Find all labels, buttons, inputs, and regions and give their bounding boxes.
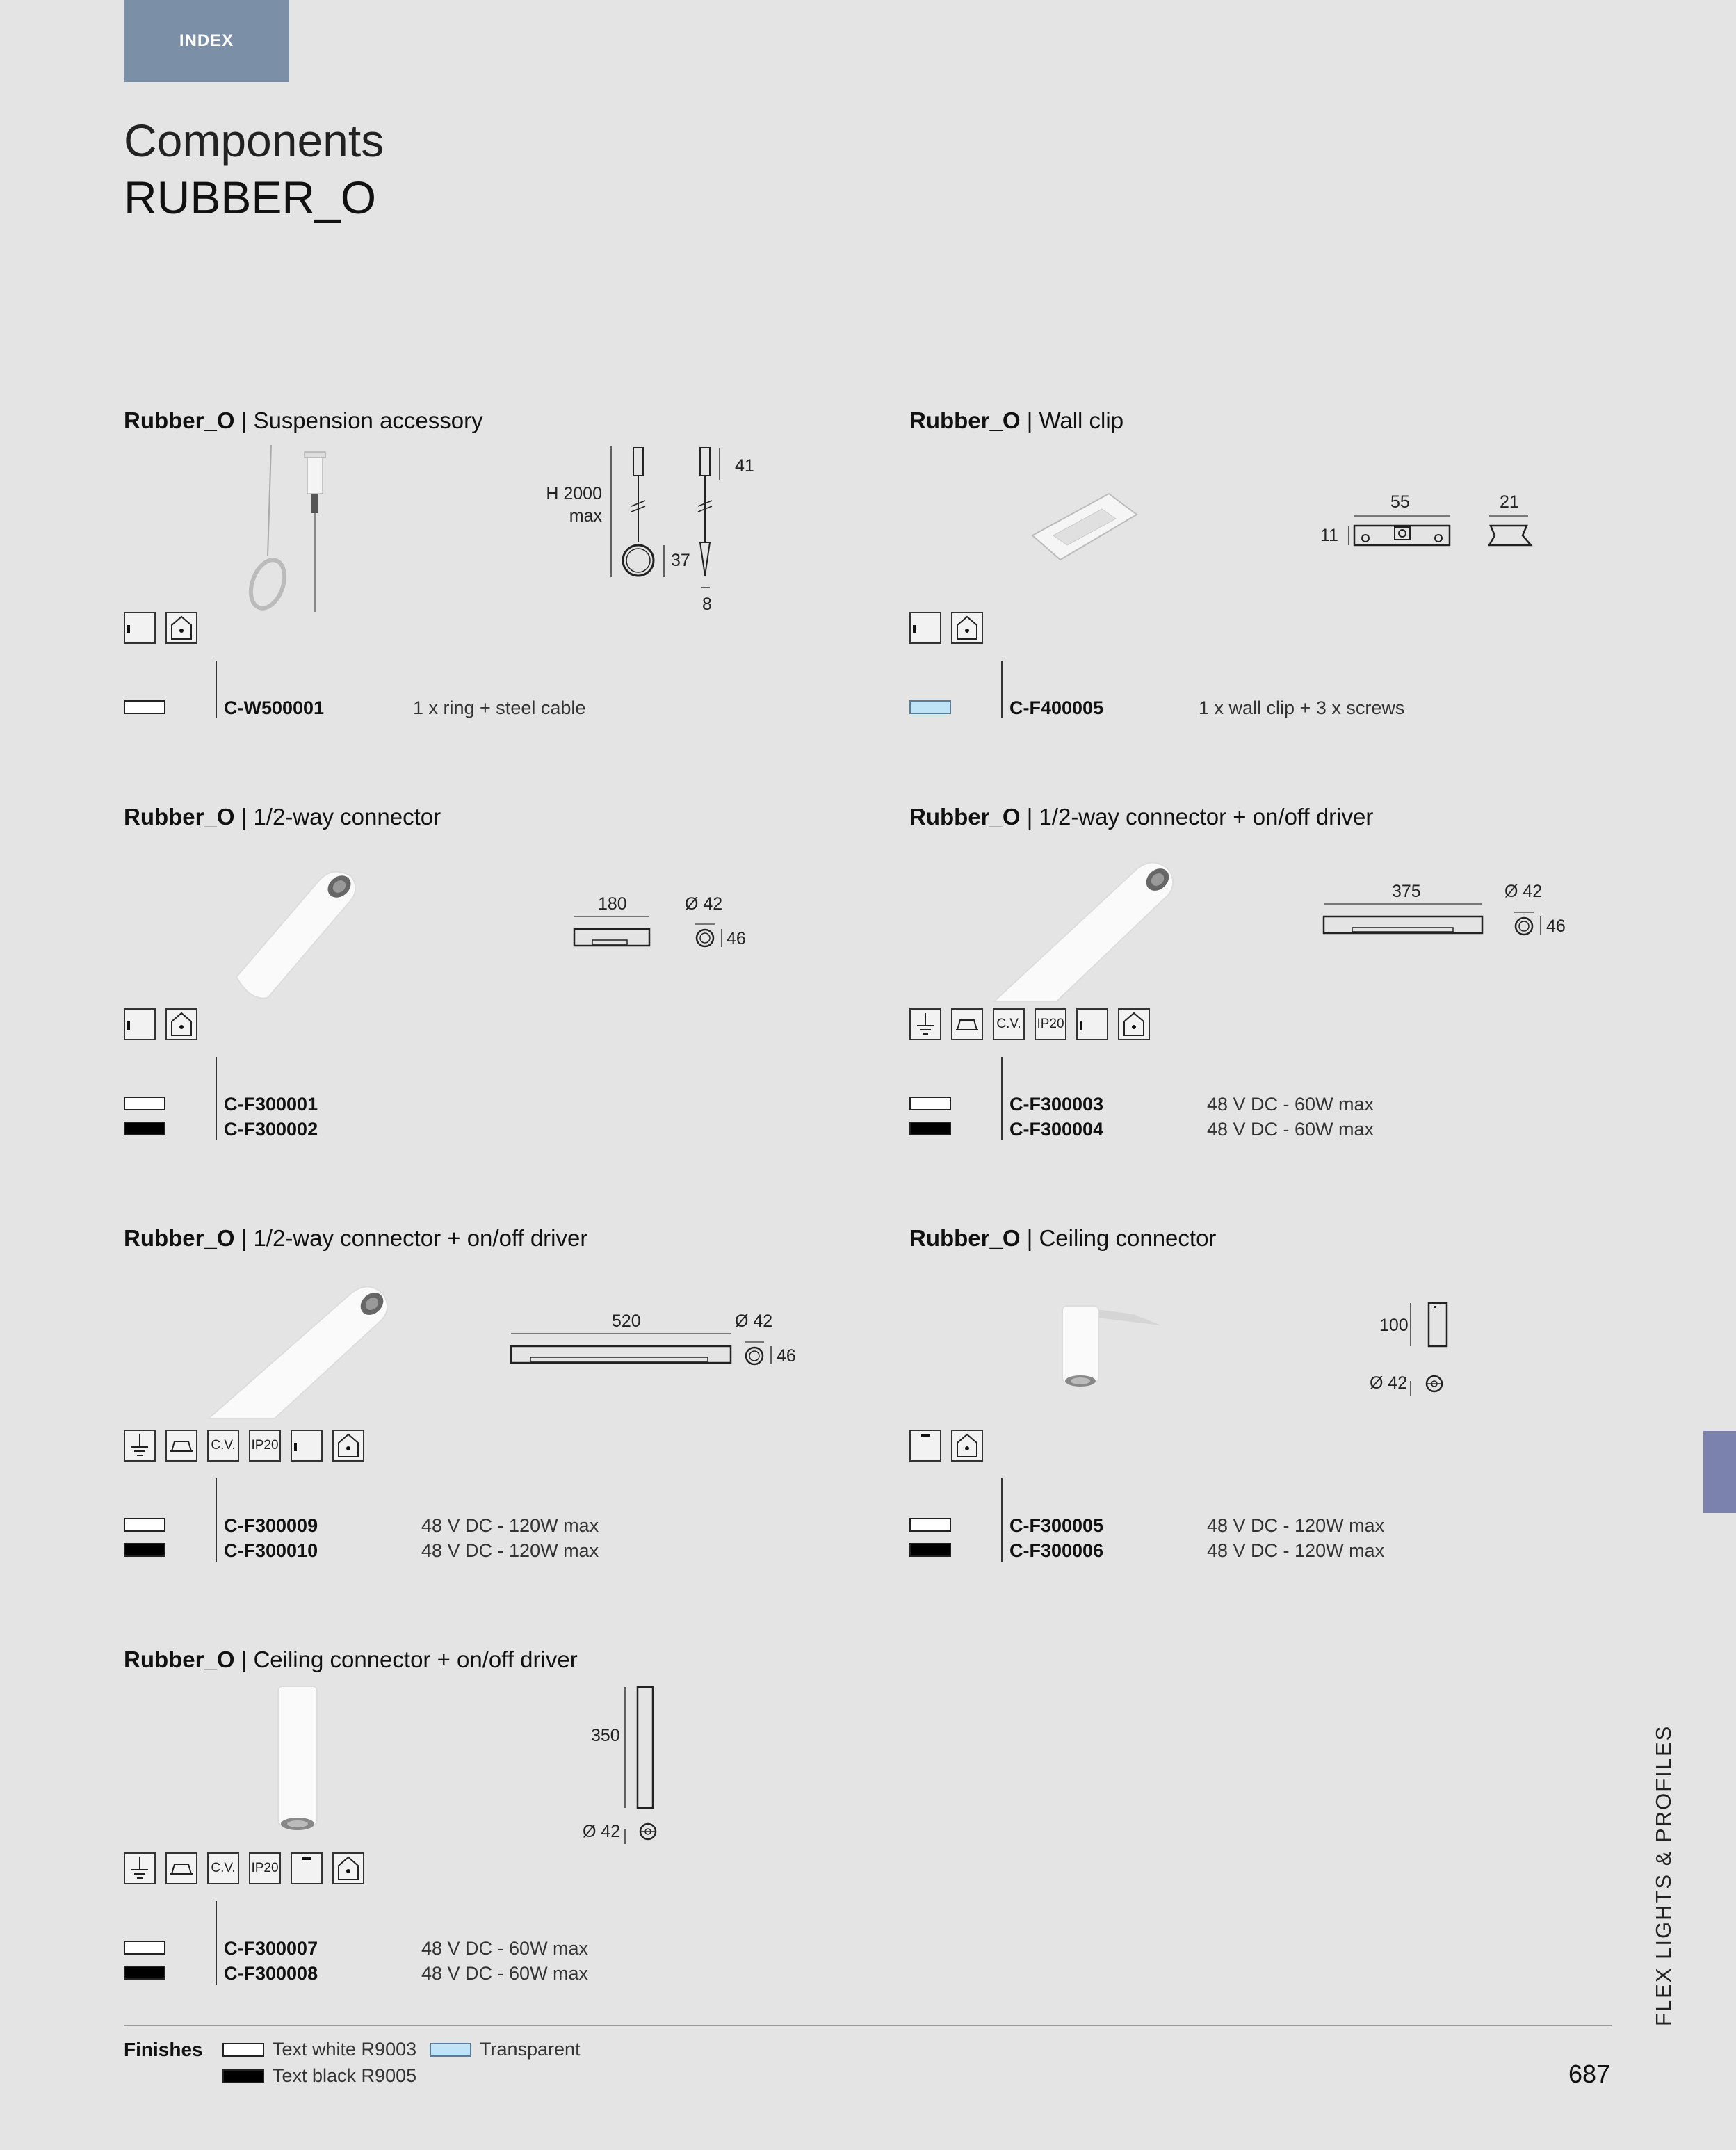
wall-clip-product-image (1025, 487, 1144, 570)
section-name: | Ceiling connector (1026, 1225, 1217, 1251)
finish-swatch-white (124, 1097, 165, 1110)
product-code: C-F300008 (224, 1963, 318, 1984)
dim-520: 520 (612, 1311, 641, 1331)
section-name: | 1/2-way connector (241, 804, 441, 830)
product-code: C-F300009 (224, 1515, 318, 1536)
finish-swatch-transparent (430, 2043, 471, 2057)
ip20-icon: IP20 (249, 1852, 281, 1884)
finish-swatch-white (909, 1518, 951, 1532)
dim-diameter: Ø 42 (583, 1822, 621, 1841)
dim-46: 46 (777, 1346, 796, 1366)
ceiling-connector-product-image (1057, 1300, 1168, 1391)
dim-46: 46 (727, 929, 746, 948)
section-title-connector-driver (909, 804, 1373, 830)
finish-swatch-white (124, 1941, 165, 1955)
earth-ground-icon (124, 1430, 156, 1462)
product-desc: 48 V DC - 60W max (421, 1938, 589, 1959)
connector-driver-drawing (1321, 904, 1557, 946)
dim-height: H 2000 (546, 484, 602, 503)
section-name: | 1/2-way connector + on/off driver (241, 1225, 588, 1251)
finish-swatch-black (124, 1543, 165, 1557)
product-desc: 48 V DC - 120W max (421, 1540, 599, 1561)
product-code: C-F300006 (1009, 1540, 1104, 1561)
ceiling-connector-driver-product-image (275, 1686, 323, 1832)
earth-ground-icon (124, 1852, 156, 1884)
constant-voltage-icon: C.V. (993, 1008, 1025, 1040)
ceiling-connector-drawing (1408, 1300, 1470, 1398)
constant-voltage-icon: C.V. (207, 1430, 239, 1462)
section-title-ceiling-connector (909, 1225, 1216, 1252)
page-title: Components (124, 115, 384, 166)
house-icon (165, 1008, 197, 1040)
indoor-icon (1076, 1008, 1108, 1040)
indoor-icon (291, 1430, 323, 1462)
brand-label: Rubber_O (124, 804, 235, 830)
product-desc: 1 x wall clip + 3 x screws (1199, 697, 1405, 718)
finish-black-label: Text black R9005 (273, 2065, 417, 2086)
dim-diameter: Ø 42 (735, 1311, 773, 1331)
finish-white-label: Text white R9003 (273, 2039, 417, 2060)
product-code: C-F300001 (224, 1094, 318, 1115)
suspension-product-image (236, 445, 348, 619)
brand-label: Rubber_O (124, 407, 235, 433)
product-desc: 48 V DC - 120W max (1207, 1515, 1385, 1536)
wall-clip-drawing (1349, 515, 1530, 549)
product-code: C-F300004 (1009, 1119, 1104, 1140)
page-number: 687 (1568, 2060, 1611, 2088)
finish-swatch-white (909, 1097, 951, 1110)
finish-transparent-label: Transparent (480, 2039, 581, 2060)
product-code: C-F300002 (224, 1119, 318, 1140)
dim-8: 8 (702, 595, 712, 614)
row-divider (1001, 661, 1003, 718)
connector-product-image (229, 862, 368, 1001)
dim-100: 100 (1379, 1316, 1409, 1335)
row-divider (216, 1901, 217, 1985)
footer-divider (124, 2025, 1612, 2026)
section-name: | Ceiling connector + on/off driver (241, 1647, 578, 1672)
surface-mount-icon (951, 1008, 983, 1040)
house-icon (1118, 1008, 1150, 1040)
earth-ground-icon (909, 1008, 941, 1040)
finish-swatch-black (124, 1966, 165, 1980)
section-name: | Suspension accessory (241, 407, 483, 433)
house-icon (165, 612, 197, 644)
row-divider (1001, 1478, 1003, 1562)
dim-375: 375 (1392, 882, 1421, 901)
row-divider (216, 1057, 217, 1140)
product-desc: 48 V DC - 60W max (1207, 1094, 1374, 1115)
ip20-icon: IP20 (249, 1430, 281, 1462)
house-icon (332, 1852, 364, 1884)
suspension-drawing (608, 445, 747, 612)
product-desc: 48 V DC - 60W max (1207, 1119, 1374, 1140)
connector-driver-520-drawing (510, 1334, 802, 1375)
connector-driver-product-image (987, 855, 1182, 1001)
product-code: C-F300010 (224, 1540, 318, 1561)
side-tab[interactable] (1703, 1431, 1736, 1513)
product-desc: 48 V DC - 120W max (421, 1515, 599, 1536)
dim-diameter: Ø 42 (685, 894, 723, 914)
finish-swatch-white (124, 700, 165, 714)
dim-height-max: max (569, 506, 602, 526)
finish-swatch-black (909, 1122, 951, 1135)
house-icon (951, 612, 983, 644)
dim-21: 21 (1500, 492, 1519, 512)
product-code: C-F300005 (1009, 1515, 1104, 1536)
surface-mount-icon (165, 1430, 197, 1462)
product-code: C-W500001 (224, 697, 325, 718)
house-icon (951, 1430, 983, 1462)
row-divider (216, 1478, 217, 1562)
brand-label: Rubber_O (909, 804, 1021, 830)
product-desc: 1 x ring + steel cable (413, 697, 586, 718)
finish-swatch-black (909, 1543, 951, 1557)
section-title-connector (124, 804, 441, 830)
dim-46: 46 (1546, 916, 1566, 936)
side-section-label: FLEX LIGHTS & PROFILES (1651, 1724, 1676, 2026)
product-code: C-F300007 (224, 1938, 318, 1959)
dim-41: 41 (735, 456, 754, 476)
section-name: | Wall clip (1026, 407, 1124, 433)
connector-driver-520-product-image (202, 1279, 396, 1418)
dim-11: 11 (1320, 526, 1338, 545)
section-title-suspension (124, 407, 483, 434)
section-title-wall-clip (909, 407, 1123, 434)
ceiling-connector-driver-drawing (622, 1686, 685, 1852)
dim-diameter: Ø 42 (1370, 1373, 1408, 1393)
dim-37: 37 (671, 551, 690, 570)
dim-55: 55 (1390, 492, 1410, 512)
surface-mount-icon (165, 1852, 197, 1884)
row-divider (216, 661, 217, 718)
page-subtitle: RUBBER_O (124, 172, 377, 223)
row-divider (1001, 1057, 1003, 1140)
constant-voltage-icon: C.V. (207, 1852, 239, 1884)
product-code: C-F300003 (1009, 1094, 1104, 1115)
house-icon (332, 1430, 364, 1462)
dim-350: 350 (591, 1726, 620, 1745)
finish-swatch-black (124, 1122, 165, 1135)
finishes-label: Finishes (124, 2039, 203, 2060)
product-desc: 48 V DC - 120W max (1207, 1540, 1385, 1561)
section-title-connector-driver-520 (124, 1225, 587, 1252)
dim-diameter: Ø 42 (1504, 882, 1543, 901)
indoor-icon (909, 612, 941, 644)
product-desc: 48 V DC - 60W max (421, 1963, 589, 1984)
finish-swatch-transparent (909, 700, 951, 714)
brand-label: Rubber_O (909, 1225, 1021, 1251)
indoor-icon (124, 612, 156, 644)
section-name: | 1/2-way connector + on/off driver (1026, 804, 1374, 830)
brand-label: Rubber_O (909, 407, 1021, 433)
index-tab[interactable]: INDEX (124, 0, 289, 82)
connector-drawing (571, 916, 738, 958)
product-code: C-F400005 (1009, 697, 1104, 718)
brand-label: Rubber_O (124, 1647, 235, 1672)
indoor-icon (124, 1008, 156, 1040)
dim-180: 180 (598, 894, 627, 914)
finish-swatch-black (222, 2069, 264, 2083)
brand-label: Rubber_O (124, 1225, 235, 1251)
finish-swatch-white (124, 1518, 165, 1532)
section-title-ceiling-connector-driver (124, 1647, 578, 1673)
indoor-icon (909, 1430, 941, 1462)
ip20-icon: IP20 (1035, 1008, 1066, 1040)
indoor-icon (291, 1852, 323, 1884)
finish-swatch-white (222, 2043, 264, 2057)
